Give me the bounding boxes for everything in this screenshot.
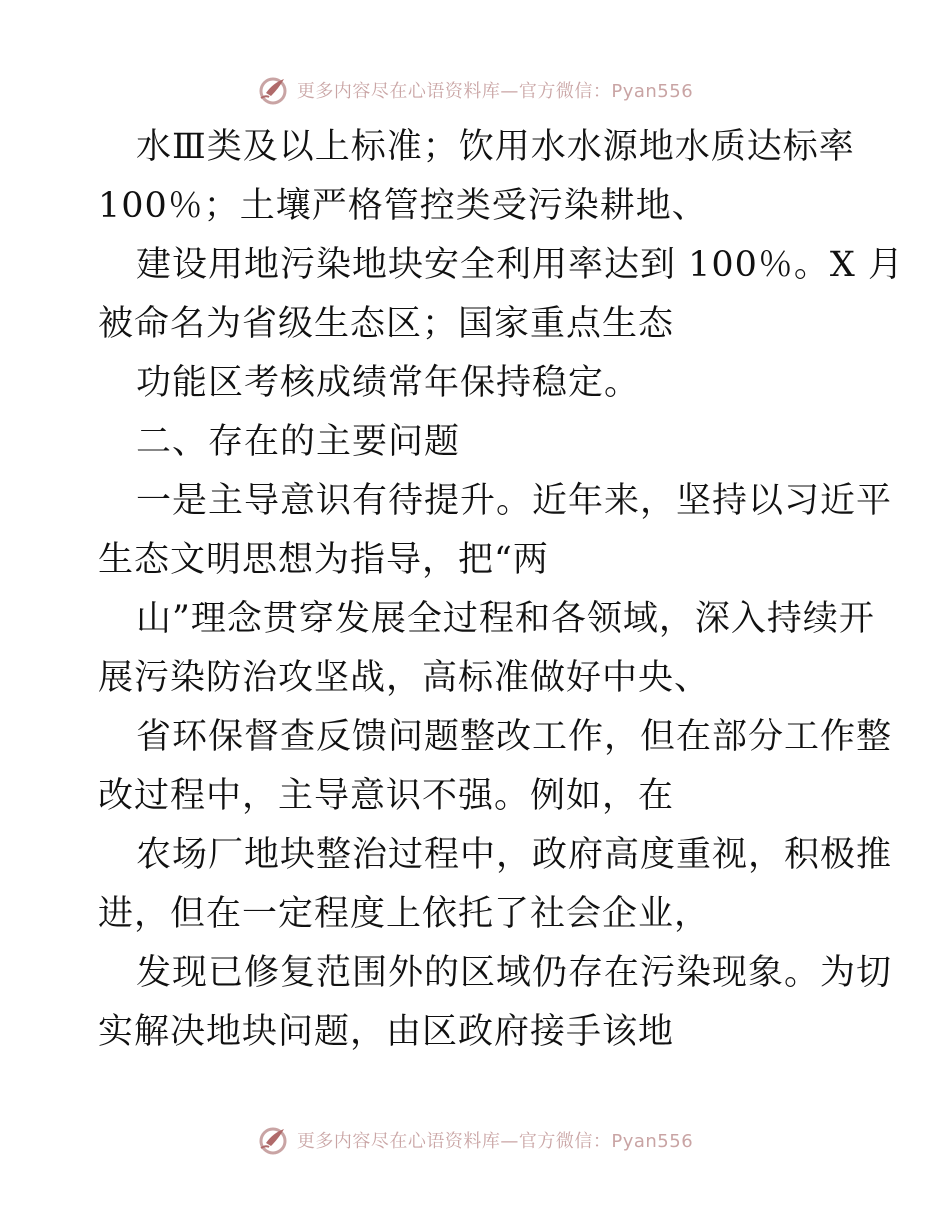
watermark-text: 更多内容尽在心语资料库—官方微信：Pyan556 [296, 1131, 694, 1152]
text-line: 农场厂地块整治过程中，政府高度重视，积极推 [136, 835, 893, 875]
text-line: 进，但在一定程度上依托了社会企业， [98, 894, 711, 934]
watermark-text: 更多内容尽在心语资料库—官方微信：Pyan556 [296, 81, 694, 102]
text-line: 一是主导意识有待提升。近年来，坚持以习近平 [136, 481, 893, 521]
text-line: 建设用地污染地块安全利用率达到 100％。X 月 [136, 245, 904, 285]
watermark-header [0, 72, 950, 108]
section-heading: 二、存在的主要问题 [136, 422, 461, 462]
text-line: 省环保督查反馈问题整改工作，但在部分工作整 [136, 717, 893, 757]
text-line: 实解决地块问题，由区政府接手该地 [98, 1012, 675, 1052]
text-line: 被命名为省级生态区；国家重点生态 [98, 304, 675, 344]
text-line: 功能区考核成绩常年保持稳定。 [136, 363, 641, 403]
pen-logo-icon [257, 73, 291, 107]
text-line: 展污染防治攻坚战，高标准做好中央、 [98, 658, 711, 698]
text-line: 水Ⅲ类及以上标准；饮用水水源地水质达标率 [136, 127, 855, 167]
pen-logo-icon [257, 1123, 291, 1157]
document-body [98, 118, 904, 1062]
text-line: 山”理念贯穿发展全过程和各领域，深入持续开 [136, 599, 875, 639]
text-line: 改过程中，主导意识不强。例如，在 [98, 776, 675, 816]
watermark-footer [0, 1122, 950, 1158]
text-line: 生态文明思想为指导，把“两 [98, 540, 549, 580]
text-line: 100％；土壤严格管控类受污染耕地、 [98, 186, 708, 226]
text-line: 发现已修复范围外的区域仍存在污染现象。为切 [136, 953, 893, 993]
